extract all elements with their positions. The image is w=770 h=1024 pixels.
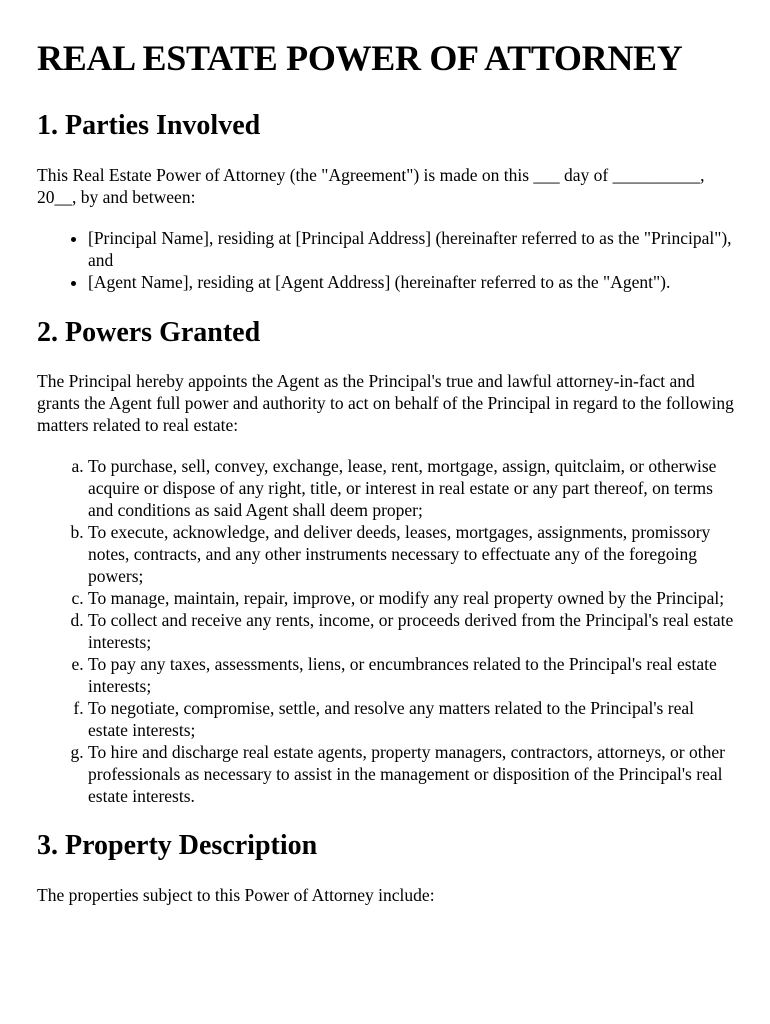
property-intro-paragraph: The properties subject to this Power of Attorney include: [37,885,435,905]
parties-list [37,227,737,293]
section-heading-powers: 2. Powers Granted [37,317,261,348]
list-item-power-b: b. To execute, acknowledge, and deliver deeds, leases, mortgages, assignments, promissory notes, contracts, and any other instruments necessary to effectuate any of the foregoing powers; [88,521,737,587]
list-item-power-f: f. To negotiate, compromise, settle, and resolve any matters related to the Principal's real estate interests; [88,697,737,741]
list-item-power-g: g. To hire and discharge real estate agents, property managers, contractors, attorneys, or other professionals as necessary to assist in the management or disposition of the Principal's real estate interests. [88,741,737,807]
powers-intro-paragraph: The Principal hereby appoints the Agent as the Principal's true and lawful attorney-in-fact and grants the Agent full power and authority to act on behalf of the Principal in regard to the following matters related to real estate: [37,371,734,435]
document-title: REAL ESTATE POWER OF ATTORNEY [37,38,683,78]
powers-list [37,455,737,807]
section-heading-parties: 1. Parties Involved [37,110,261,141]
list-item-power-e: e. To pay any taxes, assessments, liens, or encumbrances related to the Principal's real estate interests; [88,653,737,697]
parties-intro-paragraph: This Real Estate Power of Attorney (the "Agreement") is made on this ___ day of __________, 20__, by and between: [37,165,705,207]
list-item-power-c: c. To manage, maintain, repair, improve, or modify any real property owned by the Principal; [88,587,737,609]
section-heading-property: 3. Property Description [37,830,318,861]
document-page [37,36,737,906]
list-item-power-d: d. To collect and receive any rents, income, or proceeds derived from the Principal's real estate interests; [88,609,737,653]
list-item-power-a: a. To purchase, sell, convey, exchange, lease, rent, mortgage, assign, quitclaim, or otherwise acquire or dispose of any right, title, or interest in real estate or any part thereof, on terms and conditions as said Agent shall deem proper; [88,455,737,521]
list-item-principal: • [Principal Name], residing at [Principal Address] (hereinafter referred to as the "Principal"), and [88,227,737,271]
list-item-agent: • [Agent Name], residing at [Agent Address] (hereinafter referred to as the "Agent"). [88,271,737,293]
